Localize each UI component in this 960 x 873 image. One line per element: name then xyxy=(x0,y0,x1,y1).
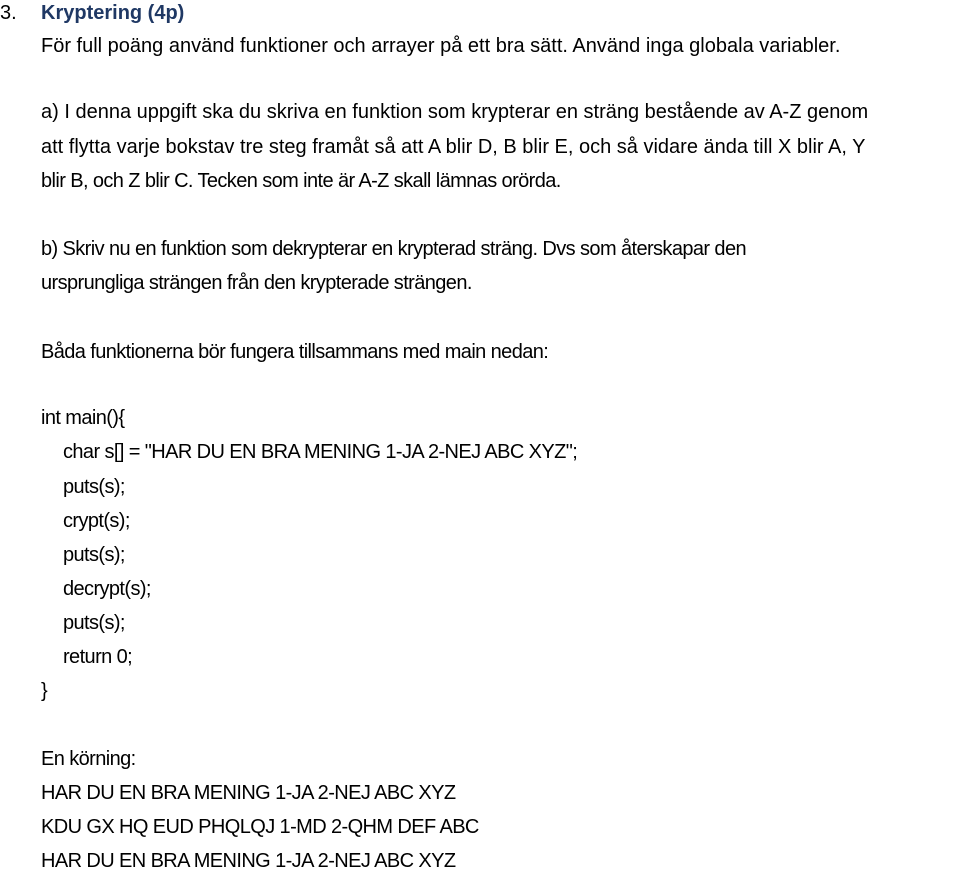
part-a-line-2: att flytta varje bokstav tre steg framåt så att A blir D, B blir E, och så vidare ända till X blir A, Y xyxy=(41,136,866,158)
code-open-line: int main(){ xyxy=(41,407,125,429)
run-output-line: HAR DU EN BRA MENING 1-JA 2-NEJ ABC XYZ xyxy=(41,850,456,872)
code-line: crypt(s); xyxy=(63,510,130,532)
code-line: puts(s); xyxy=(63,612,125,634)
code-line: return 0; xyxy=(63,646,133,668)
code-line: puts(s); xyxy=(63,544,125,566)
code-close-line: } xyxy=(41,680,48,702)
run-label: En körning: xyxy=(41,748,136,770)
code-line: decrypt(s); xyxy=(63,578,151,600)
intro-text: För full poäng använd funktioner och arrayer på ett bra sätt. Använd inga globala variabler. xyxy=(41,35,841,57)
both-functions-text: Båda funktionerna bör fungera tillsammans med main nedan: xyxy=(41,341,549,363)
part-b-line-2: ursprungliga strängen från den krypterade strängen. xyxy=(41,272,472,294)
code-line: puts(s); xyxy=(63,476,125,498)
question-title: Kryptering (4p) xyxy=(41,2,185,24)
question-number: 3. xyxy=(0,2,17,24)
part-b-line-1: b) Skriv nu en funktion som dekrypterar en krypterad sträng. Dvs som återskapar den xyxy=(41,238,746,260)
code-line: char s[] = "HAR DU EN BRA MENING 1-JA 2-NEJ ABC XYZ"; xyxy=(63,441,578,463)
run-output-line: KDU GX HQ EUD PHQLQJ 1-MD 2-QHM DEF ABC xyxy=(41,816,479,838)
part-a-line-3: blir B, och Z blir C. Tecken som inte är A-Z skall lämnas orörda. xyxy=(41,170,561,192)
run-output-line: HAR DU EN BRA MENING 1-JA 2-NEJ ABC XYZ xyxy=(41,782,456,804)
part-a-line-1: a) I denna uppgift ska du skriva en funktion som krypterar en sträng bestående av A-Z genom xyxy=(41,101,869,123)
